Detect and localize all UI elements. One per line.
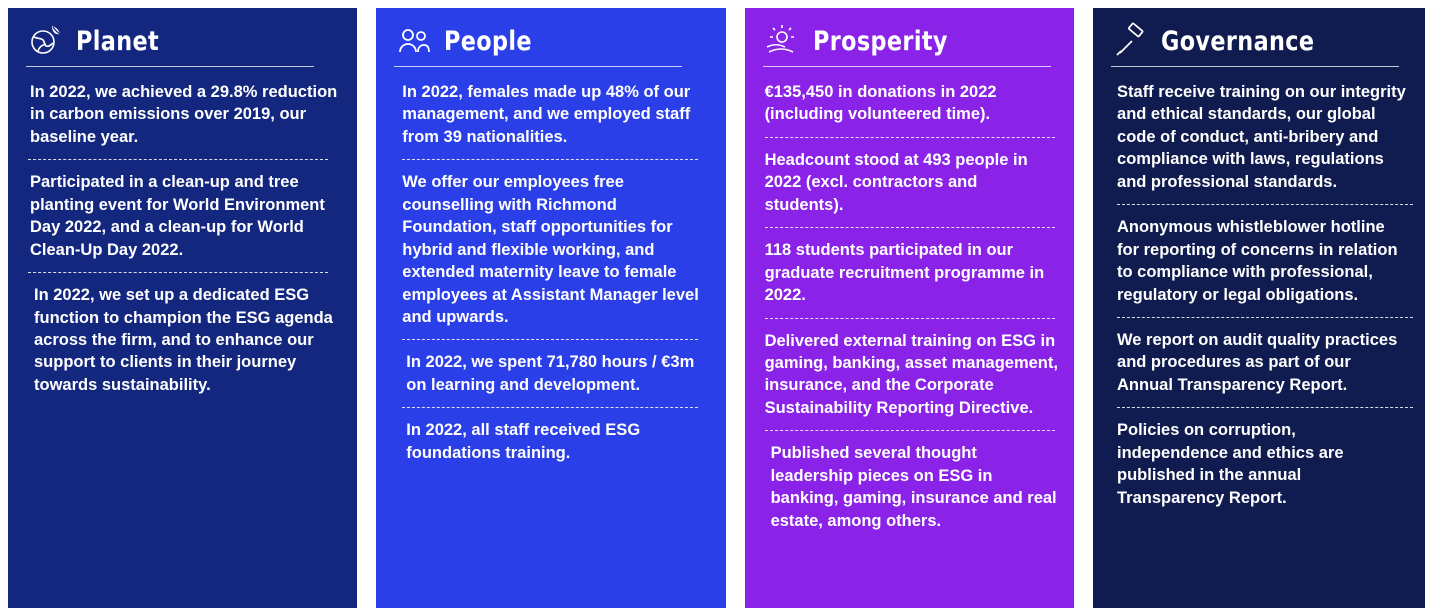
item-divider [402,407,698,408]
pillar-title: Planet [76,25,160,57]
pillar-title: Governance [1161,25,1315,57]
two-people-icon [394,22,432,60]
item-divider [765,227,1055,228]
sunrise-field-icon [763,22,801,60]
item-divider [402,159,698,160]
pillar-items-prosperity [763,81,1058,532]
pillar-items-planet [26,81,341,396]
pillar-header-planet [26,22,341,66]
gavel-icon [1111,22,1149,60]
pillar-card-people [376,8,725,608]
item-divider [1117,407,1413,408]
pillar-title: People [444,25,533,57]
list-item: In 2022, we achieved a 29.8% reduction in carbon emissions over 2019, our baseline year. [30,83,338,146]
pillar-items-people [394,81,709,464]
list-item: Participated in a clean-up and tree planting event for World Environment Day 2022, and a clean-up for World Clean-Up Day 2022. [30,173,325,259]
header-divider [26,66,314,67]
pillar-card-planet [8,8,357,608]
list-item: Headcount stood at 493 people in 2022 (excl. contractors and students). [764,150,1028,214]
list-item: Published several thought leadership pieces on ESG in banking, gaming, insurance and real estate, among others. [770,444,1057,530]
list-item: In 2022, we set up a dedicated ESG function to champion the ESG agenda across the firm, and to enhance our support to clients in their journey towards sustainability. [34,286,333,394]
list-item: We offer our employees free counselling with Richmond Foundation, staff opportunities for hybrid and flexible working, and extended maternity leave to female employees at Assistant Manager level and upwards. [402,173,699,326]
pillar-card-governance [1093,8,1425,608]
item-divider [1117,204,1413,205]
list-item: We report on audit quality practices and procedures as part of our Annual Transparency Report. [1117,330,1398,394]
list-item: 118 students participated in our graduate recruitment programme in 2022. [764,241,1045,305]
item-divider [402,339,698,340]
item-divider [28,159,328,160]
item-divider [28,272,328,273]
pillar-header-people [394,22,709,66]
item-divider [765,430,1055,431]
list-item: In 2022, females made up 48% of our management, and we employed staff from 39 nationalities. [402,83,691,146]
header-divider [763,66,1051,67]
header-divider [1111,66,1399,67]
header-divider [394,66,682,67]
list-item: Delivered external training on ESG in gaming, banking, asset management, insurance, and the Corporate Sustainability Reporting Directive. [764,331,1058,417]
list-item: In 2022, we spent 71,780 hours / €3m on learning and development. [406,353,695,394]
pillar-title: Prosperity [812,25,948,57]
list-item: €135,450 in donations in 2022 (including volunteered time). [764,83,997,124]
item-divider [765,318,1055,319]
pillar-header-governance [1111,22,1409,66]
item-divider [765,137,1055,138]
globe-leaf-icon [26,22,64,60]
list-item: Policies on corruption, independence and ethics are published in the annual Transparency Report. [1117,421,1344,507]
pillar-items-governance [1111,81,1409,509]
list-item: In 2022, all staff received ESG foundations training. [406,421,641,462]
pillar-card-prosperity [745,8,1074,608]
pillar-header-prosperity [763,22,1058,66]
item-divider [1117,317,1413,318]
list-item: Staff receive training on our integrity and ethical standards, our global code of conduct, anti-bribery and compliance with laws, regulations and professional standards. [1117,83,1406,191]
list-item: Anonymous whistleblower hotline for reporting of concerns in relation to compliance with professional, regulatory or legal obligations. [1117,218,1398,304]
